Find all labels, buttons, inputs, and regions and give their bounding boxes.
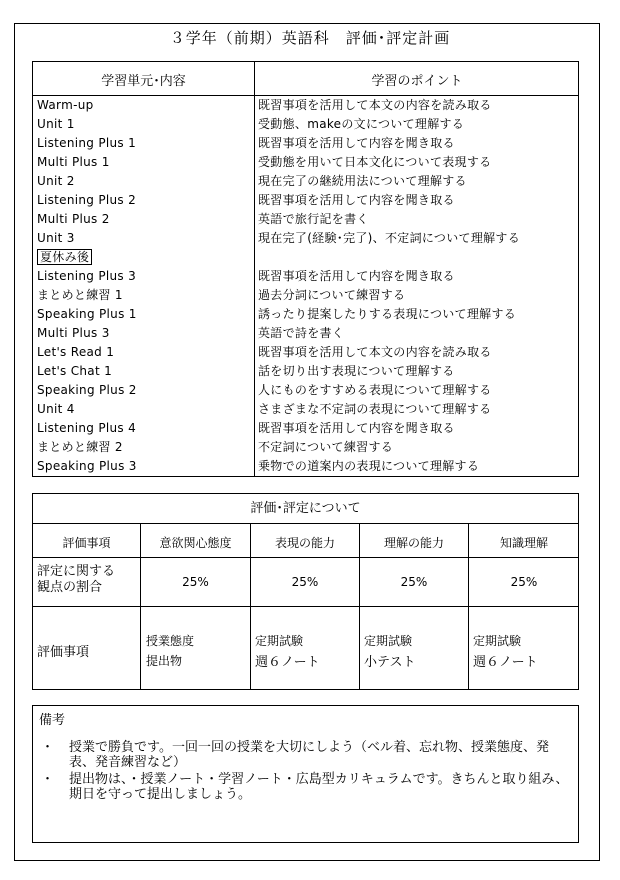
point-column-header: 学習のポイント (371, 74, 463, 89)
category-header: 知識理解 (499, 536, 548, 550)
unit-name: Unit 2 (37, 174, 75, 188)
ratio-value: 25% (510, 575, 538, 589)
unit-row (37, 172, 251, 191)
evaluation-item: 週６ノート (473, 655, 538, 670)
ratio-value: 25% (182, 575, 209, 589)
unit-row (37, 96, 251, 115)
evaluation-header-label: 評価事項 (62, 536, 111, 550)
unit-name: Listening Plus 1 (37, 136, 137, 150)
unit-row (37, 381, 251, 400)
unit-name: Speaking Plus 2 (37, 383, 137, 397)
unit-name: Speaking Plus 1 (37, 307, 137, 321)
point-row: 既習事項を活用して内容を聞き取る (258, 193, 455, 207)
row-divider (33, 557, 578, 558)
point-row: 過去分詞について練習する (258, 288, 406, 302)
evaluation-item: 定期試験 (473, 634, 522, 648)
section-marker: 夏休み後 (37, 249, 92, 265)
evaluation-item: 授業態度 (146, 634, 195, 648)
unit-row (37, 305, 251, 324)
remarks-list (41, 740, 571, 804)
unit-name: Multi Plus 2 (37, 212, 110, 226)
unit-name: Unit 4 (37, 402, 75, 416)
unit-name: Warm-up (37, 98, 94, 112)
unit-name: Multi Plus 3 (37, 326, 110, 340)
category-header: 表現の能力 (274, 536, 335, 550)
evaluation-caption: 評価･評定について (33, 494, 578, 524)
bullet-icon: ・ (41, 740, 55, 755)
category-header: 意欲関心態度 (159, 536, 232, 550)
point-row: 現在完了の継続用法について理解する (258, 174, 467, 188)
point-row: 受動態、makeの文について理解する (258, 117, 465, 131)
page-title: ３学年（前期）英語科 評価･評定計画 (169, 29, 451, 47)
evaluation-item: 提出物 (146, 654, 183, 668)
point-row: 英語で詩を書く (258, 326, 345, 340)
unit-name: Speaking Plus 3 (37, 459, 137, 473)
point-row: 話を切り出す表現について理解する (258, 364, 455, 378)
unit-name: Unit 1 (37, 117, 75, 131)
unit-name: Let's Chat 1 (37, 364, 113, 378)
unit-row (37, 362, 251, 381)
point-row: 誘ったり提案したりする表現について理解する (258, 307, 517, 321)
category-header: 理解の能力 (383, 536, 444, 550)
evaluation-item: 定期試験 (364, 634, 413, 648)
point-row: 既習事項を活用して内容を聞き取る (258, 269, 455, 283)
unit-row (37, 267, 251, 286)
unit-name: Let's Read 1 (37, 345, 115, 359)
remarks-title: 備考 (39, 713, 66, 728)
point-row: 既習事項を活用して内容を聞き取る (258, 136, 455, 150)
evaluation-table (32, 493, 579, 690)
point-row: 受動態を用いて日本文化について表現する (258, 155, 492, 169)
unit-row (37, 134, 251, 153)
ratio-value: 25% (291, 575, 319, 589)
unit-name: Multi Plus 1 (37, 155, 110, 169)
remark-text: 提出物は、・授業ノート・学習ノート・広島型カリキュラムです。きちんと取り組み、期日を守って提出しましょう。 (69, 772, 569, 802)
unit-column (37, 96, 251, 476)
remark-item (41, 772, 571, 802)
unit-name: Listening Plus 4 (37, 421, 137, 435)
evaluation-item: 週６ノート (255, 655, 320, 670)
unit-name: まとめと練習 1 (37, 288, 123, 302)
unit-name: Listening Plus 2 (37, 193, 137, 207)
unit-row (37, 286, 251, 305)
ratio-label: 評定に関する 観点の割合 (37, 564, 116, 595)
unit-name: まとめと練習 2 (37, 440, 123, 454)
point-row: 現在完了(経験･完了)、不定詞について理解する (258, 231, 521, 245)
unit-row (37, 153, 251, 172)
unit-row (37, 400, 251, 419)
point-row: 不定詞について練習する (258, 440, 394, 454)
remark-item (41, 740, 571, 770)
point-row: 乗物での道案内の表現について理解する (258, 459, 480, 473)
evaluation-item: 定期試験 (255, 634, 304, 648)
unit-name: Listening Plus 3 (37, 269, 137, 283)
unit-row (37, 115, 251, 134)
point-row: さまざまな不定詞の表現について理解する (258, 402, 492, 416)
point-row: 既習事項を活用して本文の内容を読み取る (258, 98, 492, 112)
unit-row (37, 191, 251, 210)
bullet-icon: ・ (41, 772, 55, 787)
evaluation-items-label: 評価事項 (37, 645, 90, 660)
unit-row (37, 343, 251, 362)
ratio-value: 25% (400, 575, 428, 589)
unit-column-header: 学習単元･内容 (101, 74, 186, 89)
remarks-box (32, 705, 579, 843)
unit-row (37, 457, 251, 476)
unit-row (37, 324, 251, 343)
unit-row (37, 210, 251, 229)
units-table (32, 61, 579, 477)
units-table-header (33, 62, 578, 96)
row-divider (33, 606, 578, 607)
point-row (258, 248, 576, 267)
point-row: 人にものをすすめる表現について理解する (258, 383, 492, 397)
point-row: 既習事項を活用して本文の内容を読み取る (258, 345, 492, 359)
remark-text: 授業で勝負です。一回一回の授業を大切にしよう（ベル着、忘れ物、授業態度、発表、発音練習など） (69, 740, 549, 770)
unit-row (37, 248, 251, 267)
evaluation-item: 小テスト (364, 655, 416, 670)
unit-row (37, 229, 251, 248)
unit-row (37, 438, 251, 457)
point-column (258, 96, 576, 476)
unit-row (37, 419, 251, 438)
column-divider (254, 62, 255, 476)
unit-name: Unit 3 (37, 231, 75, 245)
point-row: 既習事項を活用して内容を聞き取る (258, 421, 455, 435)
point-row: 英語で旅行記を書く (258, 212, 369, 226)
